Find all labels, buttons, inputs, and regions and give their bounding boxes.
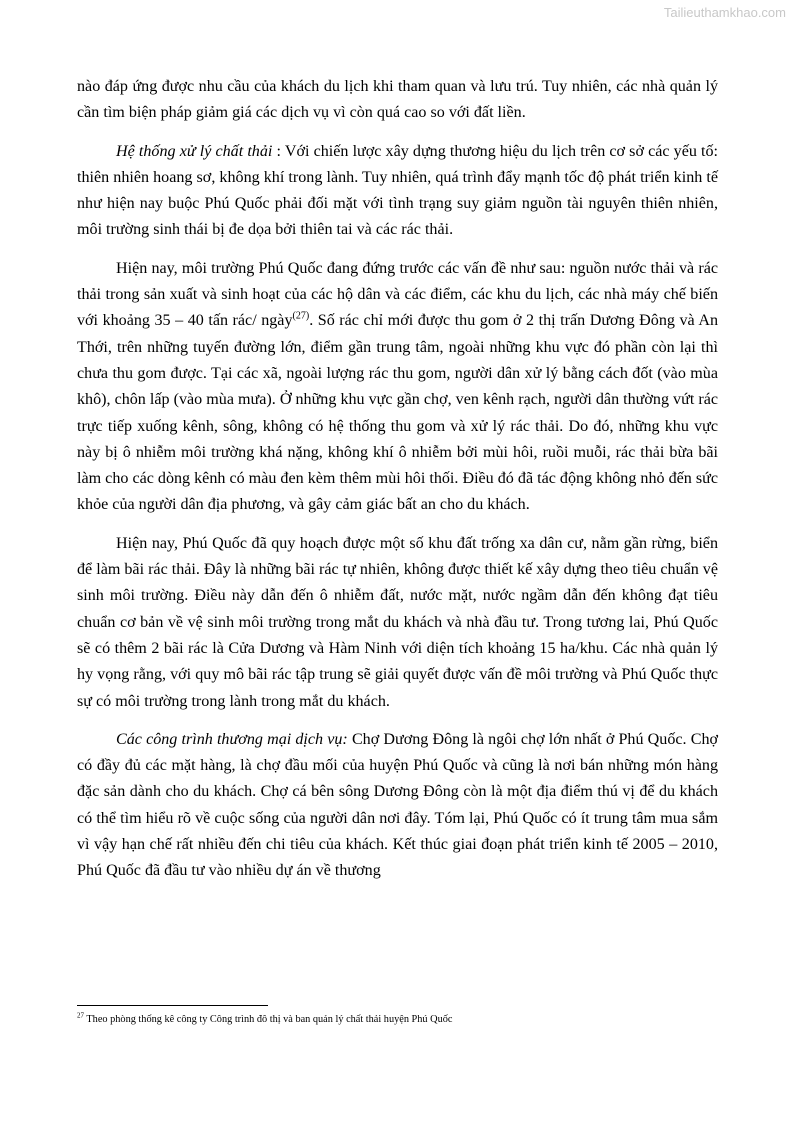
paragraph-1: nào đáp ứng được nhu cầu của khách du lịch khi tham quan và lưu trú. Tuy nhiên, các nhà quản lý cần tìm biện pháp giảm giá các dịch vụ vì còn quá cao so với đất liền. xyxy=(77,78,718,122)
footnote-reference[interactable]: (27) xyxy=(292,311,310,323)
watermark: Tailieuthamkhao.com xyxy=(663,5,786,20)
heading-commerce: Các công trình thương mại dịch vụ: xyxy=(116,730,348,748)
paragraph-commerce xyxy=(77,727,718,885)
footnote-number: 27 xyxy=(77,1011,84,1020)
paragraph-waste-system-text: : Với chiến lược xây dựng thương hiệu du lịch trên cơ sở các yếu tố: thiên nhiên hoang sơ, không khí trong lành. Tuy nhiên, quá trình đẩy mạnh tốc độ phát triển kinh tế như hiện nay buộc Phú Quốc phải đối mặt với tình trạng suy giảm nguồn tài nguyên thiên nhiên, môi trường sinh thái bị đe dọa bởi thiên tai và các rác thải. xyxy=(77,142,719,239)
paragraph-environment-text-a: Hiện nay, môi trường Phú Quốc đang đứng trước các vấn đề như sau: nguồn nước thải và rác thải trong sản xuất và sinh hoạt của các hộ dân và các điểm, các khu du lịch, các nhà máy chế biến với khoảng 35 – 40 tấn rác/ ngày xyxy=(77,259,718,330)
paragraph-environment-text-b: . Số rác chỉ mới được thu gom ở 2 thị trấn Dương Đông và An Thới, trên những tuyến đường lớn, điểm gần trung tâm, ngoài những khu vực đó phần còn lại thì chưa thu gom được. Tại các xã, ngoài lượng rác thu gom, người dân xử lý bằng cách đốt (vào mùa khô), chôn lấp (vào mùa mưa). Ở những khu vực gần chợ, ven kênh rạch, người dân thường vứt rác trực tiếp xuống kênh, sông, không có hệ thống thu gom và xử lý rác thải. Do đó, những khu vực này bị ô nhiễm môi trường khá nặng, không khí ô nhiễm bởi mùi hôi, ruồi muỗi, rác thải bừa bãi làm cho các dòng kênh có màu đen kèm thêm mùi hôi thối. Điều đó đã tác động không nhỏ đến sức khỏe của người dân địa phương, và gây cảm giác bất an cho du khách. xyxy=(77,312,719,514)
heading-waste-system: Hệ thống xử lý chất thải xyxy=(116,142,273,160)
footnote-text: Theo phòng thống kê công ty Công trình đô thị và ban quản lý chất thải huyện Phú Quốc xyxy=(84,1014,453,1025)
paragraph-waste-system xyxy=(77,139,718,244)
paragraph-landfill: Hiện nay, Phú Quốc đã quy hoạch được một số khu đất trống xa dân cư, nằm gần rừng, biển để làm bãi rác thải. Đây là những bãi rác tự nhiên, không được thiết kế xây dựng theo tiêu chuẩn vệ sinh môi trường. Điều này dẫn đến ô nhiễm đất, nước mặt, nước ngầm dẫn đến không đạt tiêu chuẩn cơ bản về vệ sinh môi trường trong mắt du khách và nhà đầu tư. Trong tương lai, Phú Quốc sẽ có thêm 2 bãi rác là Cửa Dương và Hàm Ninh với diện tích khoảng 15 ha/khu. Các nhà quản lý hy vọng rằng, với quy mô bãi rác tập trung sẽ giải quyết được vấn đề môi trường và Phú Quốc thực sự có môi trường trong lành trong mắt du khách. xyxy=(77,534,718,710)
footnote xyxy=(77,1013,452,1027)
paragraph-commerce-text: Chợ Dương Đông là ngôi chợ lớn nhất ở Phú Quốc. Chợ có đầy đủ các mặt hàng, là chợ đầu mối của huyện Phú Quốc và cũng là nơi bán những món hàng đặc sản dành cho du khách. Chợ cá bên sông Dương Đông còn là một địa điểm thú vị để du khách có thể tìm hiểu rõ về cuộc sống của người dân nơi đây. Tóm lại, Phú Quốc có ít trung tâm mua sắm vì vậy hạn chế rất nhiều đến chi tiêu của khách. Kết thúc giai đoạn phát triển kinh tế 2005 – 2010, Phú Quốc đã đầu tư vào nhiều dự án về thương xyxy=(77,730,718,880)
page-body xyxy=(77,74,718,897)
paragraph-environment xyxy=(77,256,718,519)
footnote-divider xyxy=(77,1005,268,1006)
